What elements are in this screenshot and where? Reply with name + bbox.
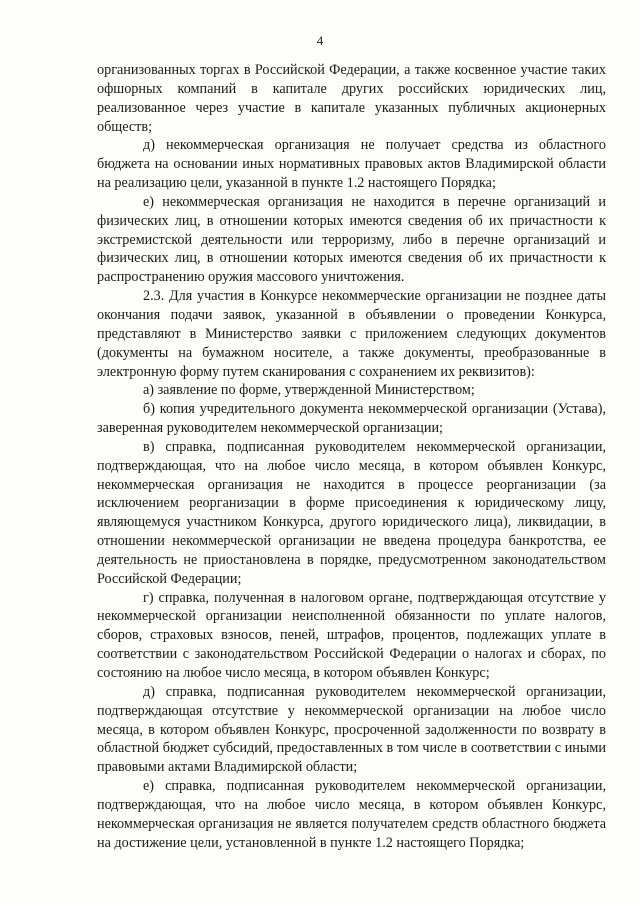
paragraph-item-d-debt-certificate: д) справка, подписанная руководителем некоммерческой организации, подтверждающая отсутствие у некоммерческой организации на любое число месяца, в котором объявлен Конкурс, просроченной задолженности по возврату в областной бюджет субсидий, предоставленных в том числе в соответствии с иными правовыми актами Владимирской области; (97, 683, 606, 776)
paragraph-item-b-charter: б) копия учредительного документа некоммерческой организации (Устава), заверенная руководителем некоммерческой организации; (97, 401, 606, 437)
paragraph-item-e-extremism: е) некоммерческая организация не находится в перечне организаций и физических лиц, в отношении которых имеются сведения об их причастности к экстремистской деятельности или терроризму, либо в перечне организаций и физических лиц, в отношении которых имеются сведения об их причастности к распространению оружия массового уничтожения. (97, 193, 606, 286)
paragraph-item-e-recipient-certificate: е) справка, подписанная руководителем некоммерческой организации, подтверждающая, что на любое число месяца, в котором объявлен Конкурс, некоммерческая организация не является получателем средств областного бюджета на достижение цели, установленной в пункте 1.2 настоящего Порядка; (97, 778, 606, 851)
document-body (97, 61, 606, 852)
paragraph-section-2-3: 2.3. Для участия в Конкурсе некоммерческие организации не позднее даты окончания подачи заявок, указанной в объявлении о проведении Конкурса, представляют в Министерство заявки с приложением следующих документов (документы на бумажном носителе, а также документы, преобразованные в электронную форму путем сканирования с сохранением их реквизитов): (97, 288, 606, 380)
paragraph-item-d-funding: д) некоммерческая организация не получает средства из областного бюджета на основании иных нормативных правовых актов Владимирской области на реализацию цели, указанной в пункте 1.2 настоящего Порядка; (97, 137, 606, 192)
paragraph-item-v-reorganization: в) справка, подписанная руководителем некоммерческой организации, подтверждающая, что на любое число месяца, в котором объявлен Конкурс, некоммерческая организация не находится в процессе реорганизации (за исключением реорганизации в форме присоединения к юридическому лицу, являющемуся участником Конкурса, другого юридического лица), ликвидации, в отношении некоммерческой организации не введена процедура банкротства, ее деятельность не приостановлена в порядке, предусмотренном законодательством Российской Федерации; (97, 438, 606, 587)
paragraph-continuation: организованных торгах в Российской Федерации, а также косвенное участие таких офшорных компаний в капитале других российских юридических лиц, реализованное через участие в капитале указанных публичных акционерных обществ; (97, 62, 606, 135)
paragraph-item-a-application: а) заявление по форме, утвержденной Министерством; (143, 382, 475, 399)
page-number: 4 (316, 33, 324, 48)
paragraph-item-g-tax-certificate: г) справка, полученная в налоговом органе, подтверждающая отсутствие у некоммерческой организации неисполненной обязанности по уплате налогов, сборов, страховых взносов, пеней, штрафов, процентов, подлежащих уплате в соответствии с законодательством Российской Федерации о налогах и сборах, по состоянию на любое число месяца, в котором объявлен Конкурс; (97, 589, 606, 681)
